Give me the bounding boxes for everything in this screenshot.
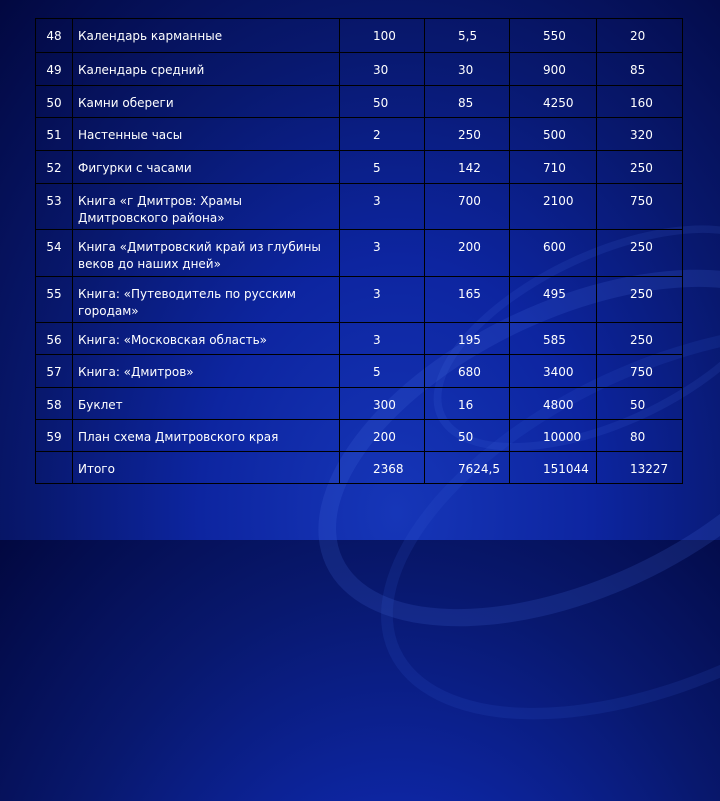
price-cell: 700 (425, 184, 510, 230)
sum-cell: 550 (510, 19, 597, 53)
value-cell: 85 (597, 53, 683, 86)
table-row (36, 323, 683, 355)
quantity-cell: 3 (340, 277, 425, 323)
price-cell: 16 (425, 388, 510, 420)
sum-cell: 900 (510, 53, 597, 86)
row-number: 54 (36, 230, 73, 277)
price-cell: 165 (425, 277, 510, 323)
sum-cell: 4800 (510, 388, 597, 420)
sum-cell: 2100 (510, 184, 597, 230)
quantity-cell: 100 (340, 19, 425, 53)
item-name: Календарь средний (73, 53, 340, 86)
sum-cell: 495 (510, 277, 597, 323)
price-cell: 85 (425, 86, 510, 118)
sum-cell: 10000 (510, 420, 597, 452)
sum-cell: 600 (510, 230, 597, 277)
sum-cell: 3400 (510, 355, 597, 388)
price-cell: 200 (425, 230, 510, 277)
items-table (35, 18, 683, 484)
row-number: 58 (36, 388, 73, 420)
row-number: 49 (36, 53, 73, 86)
price-cell: 142 (425, 151, 510, 184)
table-row (36, 230, 683, 277)
table-row (36, 277, 683, 323)
sum-cell: 500 (510, 118, 597, 151)
table-row (36, 118, 683, 151)
item-name: Календарь карманные (73, 19, 340, 53)
row-number: 48 (36, 19, 73, 53)
price-cell: 30 (425, 53, 510, 86)
quantity-cell: 300 (340, 388, 425, 420)
row-number: 56 (36, 323, 73, 355)
price-cell: 5,5 (425, 19, 510, 53)
price-cell: 680 (425, 355, 510, 388)
quantity-cell: 2368 (340, 452, 425, 484)
table-row (36, 19, 683, 53)
item-name: Книга: «Московская область» (73, 323, 340, 355)
quantity-cell: 5 (340, 151, 425, 184)
value-cell: 80 (597, 420, 683, 452)
value-cell: 250 (597, 151, 683, 184)
value-cell: 50 (597, 388, 683, 420)
quantity-cell: 200 (340, 420, 425, 452)
quantity-cell: 30 (340, 53, 425, 86)
item-name: Камни обереги (73, 86, 340, 118)
table-row (36, 355, 683, 388)
item-name: Книга: «Путеводитель по русским городам» (73, 277, 340, 323)
quantity-cell: 2 (340, 118, 425, 151)
row-number: 55 (36, 277, 73, 323)
price-cell: 50 (425, 420, 510, 452)
item-name: Книга «г Дмитров: Храмы Дмитровского района» (73, 184, 340, 230)
value-cell: 250 (597, 277, 683, 323)
row-number (36, 452, 73, 484)
price-cell: 7624,5 (425, 452, 510, 484)
item-name: План схема Дмитровского края (73, 420, 340, 452)
row-number: 52 (36, 151, 73, 184)
item-name: Буклет (73, 388, 340, 420)
row-number: 59 (36, 420, 73, 452)
row-number: 57 (36, 355, 73, 388)
table-row (36, 151, 683, 184)
quantity-cell: 3 (340, 184, 425, 230)
row-number: 51 (36, 118, 73, 151)
table-row (36, 388, 683, 420)
quantity-cell: 50 (340, 86, 425, 118)
sum-cell: 710 (510, 151, 597, 184)
price-cell: 195 (425, 323, 510, 355)
quantity-cell: 5 (340, 355, 425, 388)
value-cell: 13227 (597, 452, 683, 484)
sum-cell: 4250 (510, 86, 597, 118)
value-cell: 250 (597, 230, 683, 277)
value-cell: 750 (597, 355, 683, 388)
table-row (36, 420, 683, 452)
item-name: Книга «Дмитровский край из глубины веков до наших дней» (73, 230, 340, 277)
table-row (36, 86, 683, 118)
quantity-cell: 3 (340, 230, 425, 277)
item-name: Настенные часы (73, 118, 340, 151)
item-name: Итого (73, 452, 340, 484)
sum-cell: 151044 (510, 452, 597, 484)
sum-cell: 585 (510, 323, 597, 355)
item-name: Книга: «Дмитров» (73, 355, 340, 388)
value-cell: 20 (597, 19, 683, 53)
value-cell: 250 (597, 323, 683, 355)
row-number: 53 (36, 184, 73, 230)
value-cell: 320 (597, 118, 683, 151)
value-cell: 160 (597, 86, 683, 118)
quantity-cell: 3 (340, 323, 425, 355)
row-number: 50 (36, 86, 73, 118)
value-cell: 750 (597, 184, 683, 230)
table-row (36, 452, 683, 484)
item-name: Фигурки с часами (73, 151, 340, 184)
table-row (36, 53, 683, 86)
table-row (36, 184, 683, 230)
price-cell: 250 (425, 118, 510, 151)
